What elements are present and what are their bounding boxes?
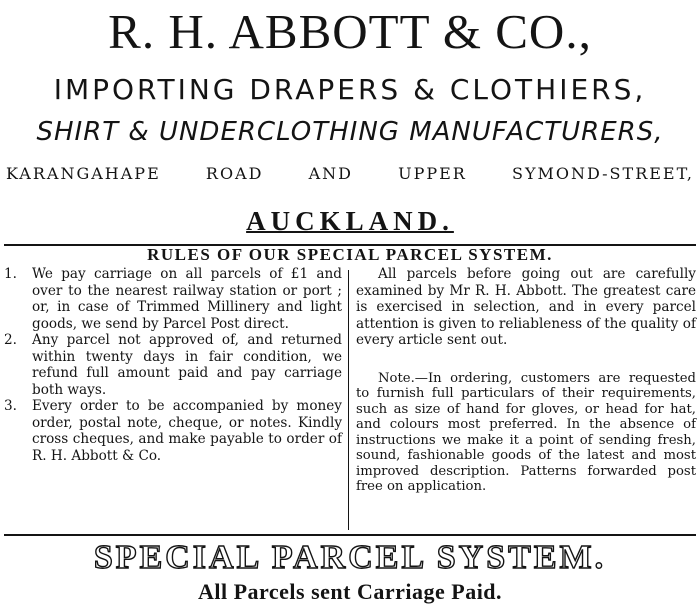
- address-word: UPPER: [398, 164, 467, 183]
- rule-item: [4, 332, 342, 398]
- notes-column: [356, 266, 696, 495]
- rule-item: [4, 398, 342, 464]
- rule-text: Any parcel not approved of, and returned within twenty days in fair condition, we refund full amount paid and pay carriage both ways.: [32, 332, 342, 398]
- ordering-note: Note.—In ordering, customers are requested to furnish full particulars of their requirements, such as size of hand for gloves, or head for hat, and colours most preferred. In the absence of instructions we make it a point of sending fresh, sound, fashionable goods of the latest and most improved description. Patterns forwarded post free on application.: [356, 370, 696, 494]
- business-description: IMPORTING DRAPERS & CLOTHIERS,: [53, 73, 647, 106]
- company-name: R. H. ABBOTT & CO.,: [108, 4, 592, 59]
- parcel-system-banner: SPECIAL PARCEL SYSTEM.: [93, 539, 607, 576]
- bottom-divider-rule: [4, 534, 696, 536]
- street-address: [6, 164, 694, 183]
- address-word: KARANGAHAPE: [6, 164, 161, 183]
- rule-item: [4, 266, 342, 332]
- rule-number: 2.: [4, 332, 17, 348]
- carriage-paid-line: All Parcels sent Carriage Paid.: [197, 579, 503, 604]
- address-word: ROAD: [205, 164, 264, 183]
- column-divider: [348, 270, 349, 530]
- address-word: AND: [308, 164, 353, 183]
- rules-heading: RULES OF OUR SPECIAL PARCEL SYSTEM.: [147, 245, 553, 264]
- rule-number: 3.: [4, 398, 17, 414]
- manufacturer-line: SHIRT & UNDERCLOTHING MANUFACTURERS,: [36, 117, 664, 147]
- rule-number: 1.: [4, 266, 17, 282]
- examination-paragraph: All parcels before going out are carefully examined by Mr R. H. Abbott. The greatest care is exercised in selection, and in every parcel attention is given to reliableness of the quality of every article sent out.: [356, 266, 696, 348]
- city-line: [0, 206, 700, 236]
- rules-list: [4, 266, 342, 464]
- city-name: AUCKLAND.: [246, 206, 454, 236]
- address-word: SYMOND-STREET,: [512, 164, 694, 183]
- rule-text: We pay carriage on all parcels of £1 and over to the nearest railway station or port ; or, in case of Trimmed Millinery and light goods, we send by Parcel Post direct.: [32, 266, 342, 332]
- rule-text: Every order to be accompanied by money order, postal note, cheque, or notes. Kindly cross cheques, and make payable to order of R. H. Abbott & Co.: [32, 398, 342, 464]
